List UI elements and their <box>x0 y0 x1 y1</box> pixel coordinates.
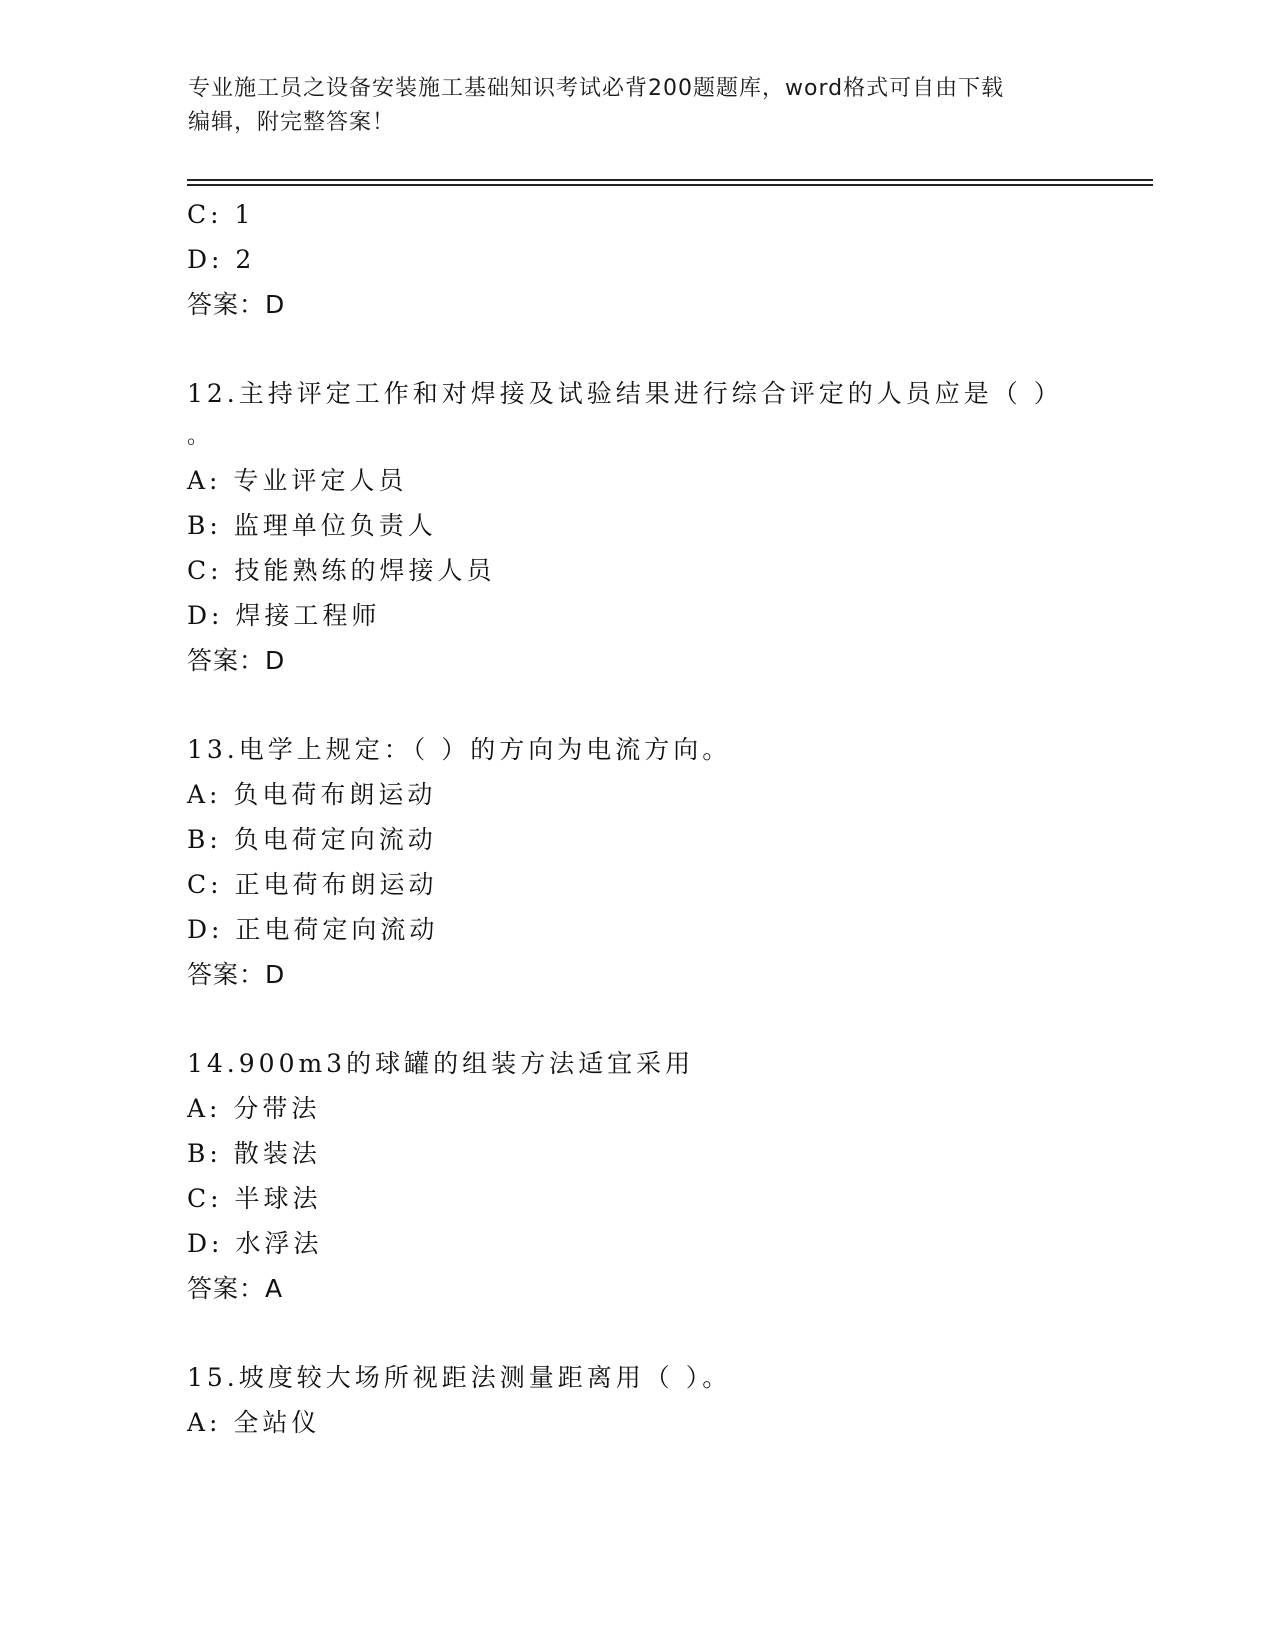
option-d: D: 水浮法 <box>187 1229 323 1258</box>
spacer <box>187 683 1087 727</box>
option-c: C: 正电荷布朗运动 <box>187 870 438 899</box>
header-title-line-2: 编辑，附完整答案！ <box>188 110 396 135</box>
question-11-tail <box>187 192 1087 327</box>
question-12 <box>187 371 1087 683</box>
option-d: D: 2 <box>187 245 256 274</box>
option-a: A: 负电荷布朗运动 <box>187 780 437 809</box>
option-c: C: 技能熟练的焊接人员 <box>187 556 496 585</box>
question-text: 15.坡度较大场所视距法测量距离用（ ）。 <box>187 1363 732 1392</box>
answer-line: 答案：A <box>187 1274 284 1303</box>
spacer <box>187 1311 1087 1355</box>
header-title-line-1: 专业施工员之设备安装施工基础知识考试必背200题题库，word格式可自由下载 <box>188 76 1005 101</box>
option-c: C: 半球法 <box>187 1184 322 1213</box>
question-text: 12.主持评定工作和对焊接及试验结果进行综合评定的人员应是（ ） <box>187 379 1063 408</box>
spacer <box>187 327 1087 371</box>
header-divider-bottom <box>187 184 1153 186</box>
option-d: D: 焊接工程师 <box>187 601 381 630</box>
option-b: B: 监理单位负责人 <box>187 511 437 540</box>
spacer <box>187 997 1087 1041</box>
option-d: D: 正电荷定向流动 <box>187 915 439 944</box>
question-14 <box>187 1041 1087 1311</box>
header-divider-top <box>187 179 1153 181</box>
option-c: C: 1 <box>187 200 255 229</box>
option-a: A: 全站仪 <box>187 1408 321 1437</box>
option-b: B: 散装法 <box>187 1139 321 1168</box>
question-15 <box>187 1355 1087 1445</box>
option-b: B: 负电荷定向流动 <box>187 825 437 854</box>
answer-line: 答案：D <box>187 646 286 675</box>
answer-line: 答案：D <box>187 290 286 319</box>
document-header <box>188 72 1068 140</box>
question-text: 13.电学上规定：（ ）的方向为电流方向。 <box>187 735 732 764</box>
question-text: 14.900m3的球罐的组装方法适宜采用 <box>187 1049 695 1078</box>
question-list <box>187 192 1087 1445</box>
option-a: A: 专业评定人员 <box>187 466 408 495</box>
option-a: A: 分带法 <box>187 1094 321 1123</box>
answer-line: 答案：D <box>187 960 286 989</box>
question-text-continuation: 。 <box>187 424 214 449</box>
question-13 <box>187 727 1087 997</box>
